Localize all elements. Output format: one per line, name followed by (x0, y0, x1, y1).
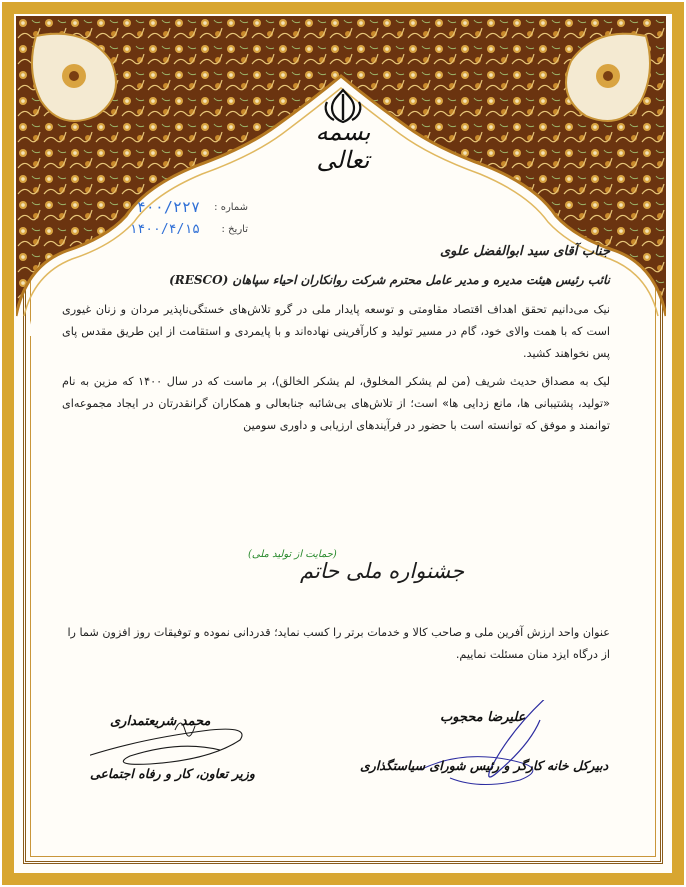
closing-block (62, 622, 610, 672)
letter-date: تاریخ : ۱۴۰۰/۴/۱۵ (129, 221, 248, 237)
festival-subtitle: (حمایت از تولید ملی) (248, 549, 337, 560)
addressee-line-1: جناب آقای سید ابوالفضل علوی (439, 244, 610, 259)
paragraph-3: عنوان واحد ارزش آفرین ملی و صاحب کالا و خدمات برتر را کسب نماید؛ قدردانی نموده و توفیقات روز افزون شما را از درگاه ایزد منان مسئلت نماییم. (67, 626, 610, 661)
letter-body (62, 244, 610, 443)
signer-left-title: وزیر تعاون، کار و رفاه اجتماعی (90, 766, 255, 781)
paragraph-2: لیک به مصداق حدیث شریف (من لم یشکر المخلوق، لم یشکر الخالق)، بر ماست که در سال ۱۴۰۰ که مزین به نام «تولید، پشتیبانی ها، مانع زدایی ها» است؛ از تلاش‌های بی‌شائبه جنابعالی و همکاران گرانقدرتان در ایجاد مجموعه‌ای توانمند و موفق که توانسته است با حضور در فرآیندهای ارزیابی و داوری سومین (62, 375, 610, 432)
letter-number: شماره : ۴۰۰/۲۲۷ (136, 198, 248, 216)
festival-title-block (240, 535, 465, 605)
paragraph-1: نیک می‌دانیم تحقق اهداف اقتصاد مقاومتی و توسعه پایدار ملی در گرو تلاش‌های خستگی‌ناپذیر مردان و زنان غیوری است که با همت والای خود، گام در مسیر تولید و کارآفرینی نهاده‌اند و با پایمردی و استقامت از این طریق مقدس پای پس نخواهند کشید. (62, 303, 610, 360)
signature-left (90, 700, 290, 800)
letter-meta (128, 196, 248, 240)
addressee-line-2: نائب رئیس هیئت مدیره و مدیر عامل محترم شرکت روانکاران احیاء سپاهان (RESCO) (169, 273, 610, 287)
header-motto: بسمه تعالی (315, 118, 371, 174)
festival-title: جشنواره ملی حاتم (300, 559, 465, 583)
letter-number-value: ۴۰۰/۲۲۷ (136, 198, 200, 216)
signer-left-name: محمد شریعتمداری (110, 714, 211, 729)
signer-right-name: علیرضا محجوب (440, 710, 526, 725)
letter-date-value: ۱۴۰۰/۴/۱۵ (129, 221, 200, 237)
signer-right-title: دبیرکل خانه کارگر و رئیس شورای سیاستگذاری (360, 758, 609, 773)
signature-right (360, 700, 620, 800)
